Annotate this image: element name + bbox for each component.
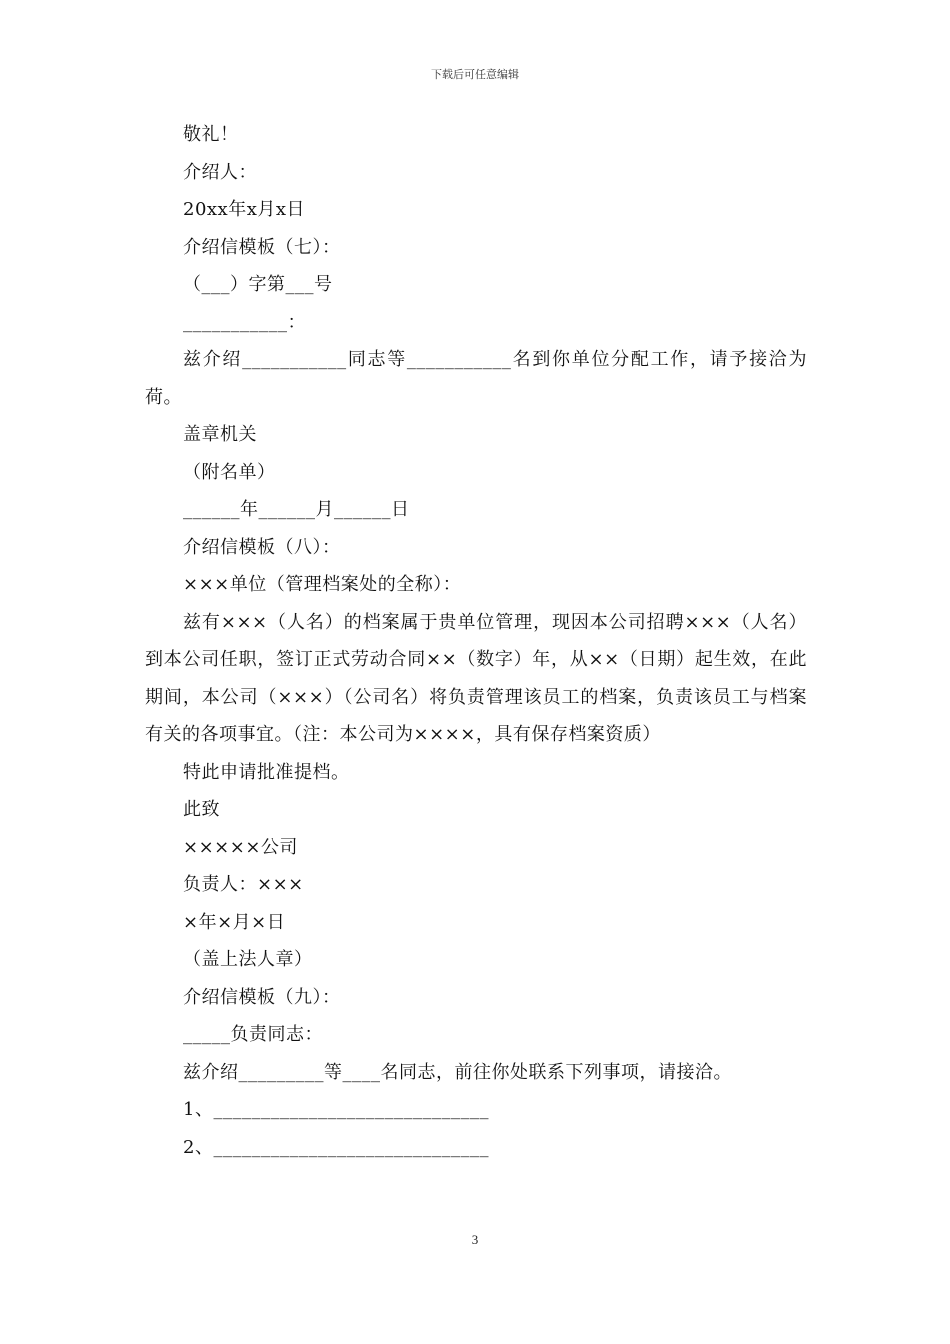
date-line: 20xx年x月x日 <box>183 199 306 220</box>
blank-date-line: ______年______月______日 <box>183 499 410 520</box>
legal-seal-line: （盖上法人章） <box>183 949 313 970</box>
item-2-line: 2、_____________________________ <box>183 1136 489 1158</box>
seal-authority-line: 盖章机关 <box>183 424 257 445</box>
attached-list-line: （附名单） <box>183 461 276 483</box>
template-7-heading: 介绍信模板（七）： <box>183 236 341 258</box>
template-8-date-line: ×年×月×日 <box>183 911 286 933</box>
template-8-body: 兹有×××（人名）的档案属于贵单位管理，现因本公司招聘×××（人名）到本公司任职，签订正式劳动合同××（数字）年，从××（日期）起生效，在此期间，本公司（×××）（公司名）将负责管理该员工的档案，负责该员工与档案有关的各项事宜。（注：本公司为××××，具有保存档案资质） <box>145 611 807 745</box>
template-9-body: 兹介绍_________等____名同志，前往你处联系下列事项，请接洽。 <box>183 1061 732 1083</box>
template-7-body: 兹介绍___________同志等___________名到你单位分配工作，请予接洽为荷。 <box>145 349 807 408</box>
page-number: 3 <box>471 1232 479 1247</box>
company-line: ×××××公司 <box>183 836 298 858</box>
template-9-recipient: _____负责同志： <box>183 1024 323 1045</box>
closing-salute: 敬礼！ <box>183 124 239 145</box>
responsible-person-line: 负责人：××× <box>183 874 304 895</box>
item-1-line: 1、_____________________________ <box>183 1099 489 1120</box>
letter-number-line: （___）字第___号 <box>183 274 333 295</box>
page-header: 下载后可任意编辑 <box>431 68 519 81</box>
template-9-heading: 介绍信模板（九）： <box>183 986 341 1008</box>
salutation-line: 此致 <box>183 799 220 820</box>
template-8-heading: 介绍信模板（八）： <box>183 536 341 558</box>
recipient-line: ___________： <box>183 311 306 333</box>
introducer-line: 介绍人： <box>183 161 257 183</box>
template-8-recipient: ×××单位（管理档案处的全称）： <box>183 574 462 595</box>
request-line: 特此申请批准提档。 <box>183 761 350 783</box>
document-body <box>145 116 807 1166</box>
